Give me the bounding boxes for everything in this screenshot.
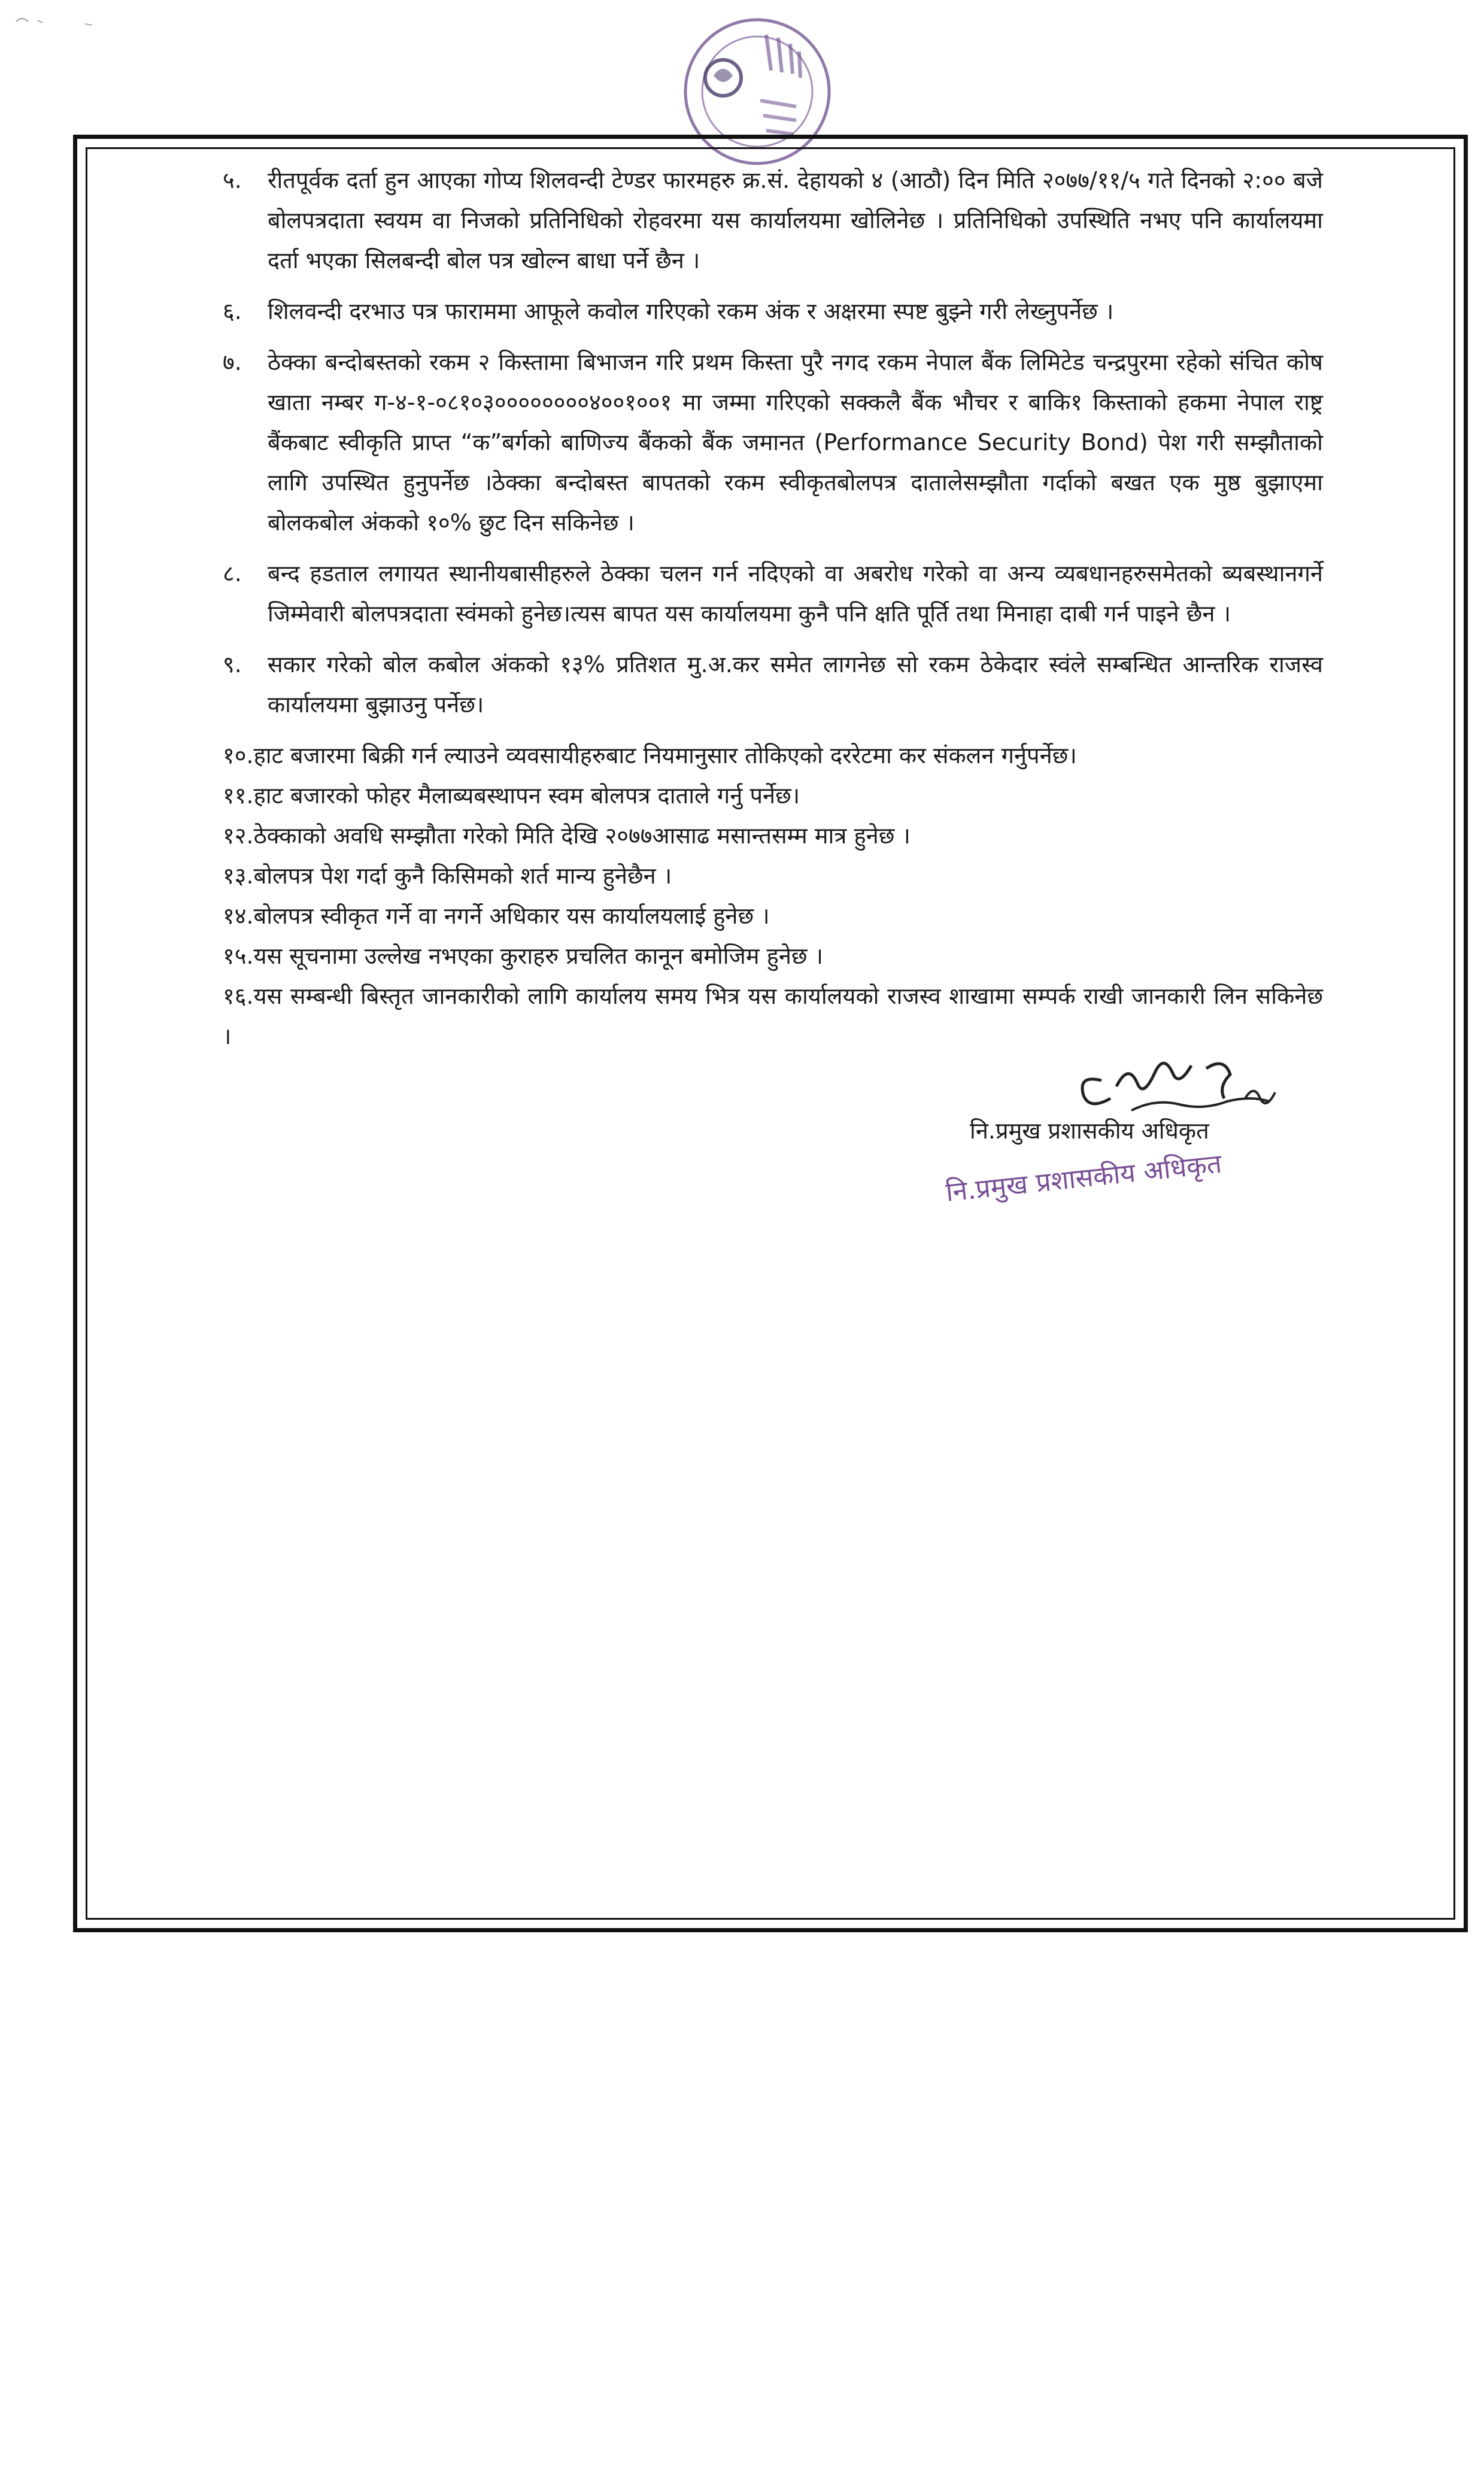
notice-item-8: [223, 554, 1323, 634]
signatory-stamp: नि.प्रमुख प्रशासकीय अधिकृत: [944, 1148, 1224, 1208]
notice-item-6: [223, 292, 1323, 332]
notice-item-11: ११.हाट बजारको फोहर मैलाब्यबस्थापन स्वम बोलपत्र दाताले गर्नु पर्नेछ।: [223, 782, 800, 809]
notice-body: [223, 160, 1323, 1057]
notice-item-7: [223, 342, 1323, 543]
notice-item-13: १३.बोलपत्र पेश गर्दा कुनै किसिमको शर्त मान्य हुनेछैन ।: [223, 863, 672, 889]
notice-item-12: १२.ठेक्काको अवधि सम्झौता गरेको मिति देखि २०७७आसाढ मसान्तसम्म मात्र हुनेछ ।: [223, 822, 911, 849]
item-number: ९.: [223, 651, 242, 678]
item-text: शिलवन्दी दरभाउ पत्र फाराममा आफूले कवोल गरिएको रकम अंक र अक्षरमा स्पष्ट बुझ्ने गरी लेख्नुपर्नेछ ।: [268, 298, 1114, 324]
notice-item-9: [223, 645, 1323, 725]
notice-item-15: १५.यस सूचनामा उल्लेख नभएका कुराहरु प्रचलित कानून बमोजिम हुनेछ ।: [223, 943, 824, 969]
notice-item-14: १४.बोलपत्र स्वीकृत गर्ने वा नगर्ने अधिकार यस कार्यालयलाई हुनेछ ।: [223, 903, 770, 929]
signatory-title: नि.प्रमुख प्रशासकीय अधिकृत: [970, 1118, 1209, 1144]
item-text: ठेक्का बन्दोबस्तको रकम २ किस्तामा बिभाजन गरि प्रथम किस्ता पुरै नगद रकम नेपाल बैंक लिमिटेड चन्द्रपुरमा रहेको संचित कोष खाता नम्बर ग-४-१-०८१०३००००००००४००१००१ मा जम्मा गरिएको सक्कलै बैंक भौचर र बाकि१ किस्ताको हकमा नेपाल राष्ट्र बैंकबाट स्वीकृति प्राप्त “क”बर्गको बाणिज्य बैंकको बैंक जमानत (Performance Security Bond) पेश गरी सम्झौताको लागि उपस्थित हुनुपर्नेछ ।ठेक्का बन्दोबस्त बापतको रकम स्वीकृतबोलपत्र दातालेसम्झौता गर्दाको बखत एक मुष्ठ बुझाएमा बोलकबोल अंकको १०% छुट दिन सकिनेछ ।: [268, 349, 1323, 536]
scan-mark: [13, 10, 103, 34]
notice-item-5: [223, 160, 1323, 281]
notice-item-10: १०.हाट बजारमा बिक्री गर्न ल्याउने व्यवसायीहरुबाट नियमानुसार तोकिएको दररेटमा कर संकलन गर्नुपर्नेछ।: [223, 742, 1077, 769]
item-number: ५.: [223, 167, 242, 193]
notice-item-16: १६.यस सम्बन्धी बिस्तृत जानकारीको लागि कार्यालय समय भित्र यस कार्यालयको राजस्व शाखामा सम्पर्क राखी जानकारी लिन सकिनेछ ।: [223, 983, 1323, 1049]
item-text: सकार गरेको बोल कबोल अंकको १३% प्रतिशत मु.अ.कर समेत लागनेछ सो रकम ठेकेदार स्वंले सम्बन्धित आन्तरिक राजस्व कार्यालयमा बुझाउनु पर्नेछ।: [268, 651, 1323, 718]
item-number: ६.: [223, 298, 242, 324]
item-text: बन्द हडताल लगायत स्थानीयबासीहरुले ठेक्का चलन गर्न नदिएको वा अबरोध गरेको वा अन्य व्यबधानहरुसमेतको ब्यबस्थानगर्ने जिम्मेवारी बोलपत्रदाता स्वंमको हुनेछ।त्यस बापत यस कार्यालयमा कुनै पनि क्षति पूर्ति तथा मिनाहा दाबी गर्न पाइने छैन ।: [268, 560, 1323, 627]
item-number: ७.: [223, 349, 242, 375]
item-text: रीतपूर्वक दर्ता हुन आएका गोप्य शिलवन्दी टेण्डर फारमहरु क्र.सं. देहायको ४ (आठौ) दिन मिति २०७७/११/५ गते दिनको २:०० बजे बोलपत्रदाता स्वयम वा निजको प्रतिनिधिको रोहवरमा यस कार्यालयमा खोलिनेछ । प्रतिनिधिको उपस्थिति नभए पनि कार्यालयमा दर्ता भएका सिलबन्दी बोल पत्र खोल्न बाधा पर्ने छैन ।: [268, 167, 1323, 274]
item-number: ८.: [223, 560, 242, 587]
